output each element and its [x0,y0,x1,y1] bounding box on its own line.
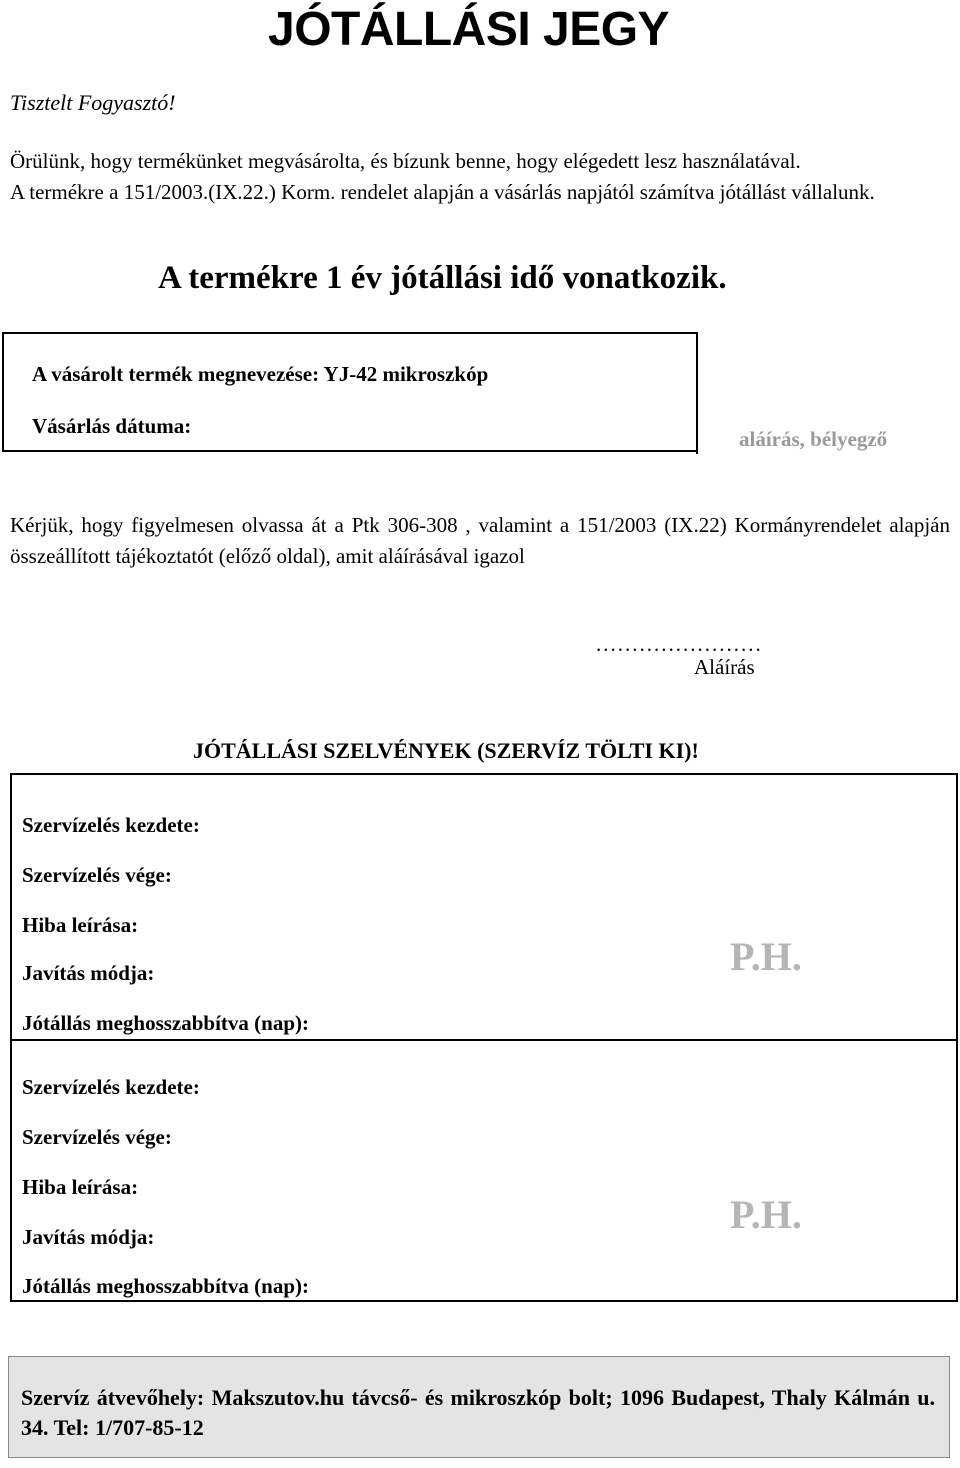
warranty-coupon [10,1039,958,1302]
service-point-text: Szervíz átvevőhely: Makszutov.hu távcső- és mikroszkóp bolt; 1096 Budapest, Thaly Kálmán u. 34. Tel: 1/707-85-12 [21,1385,935,1440]
fault-description-label: Hiba leírása: [22,1175,139,1199]
service-start-label: Szervízelés kezdete: [22,1075,200,1099]
intro-line-2: A termékre a 151/2003.(IX.22.) Korm. rendelet alapján a vásárlás napjától számítva jótállást vállalunk. [10,180,875,204]
stamp-placeholder: P.H. [730,1192,802,1237]
signature-stamp-label: aláírás, bélyegző [739,427,888,451]
repair-method-label: Javítás módja: [22,1225,155,1249]
service-end-label: Szervízelés vége: [22,1125,172,1149]
service-start-label: Szervízelés kezdete: [22,813,200,837]
service-point-box [8,1356,950,1458]
purchase-info-box [2,332,698,452]
intro-paragraph [10,146,950,208]
product-name: A vásárolt termék megnevezése: YJ-42 mikroszkóp [32,362,489,386]
notice-text: Kérjük, hogy figyelmesen olvassa át a Ptk 306-308 , valamint a 151/2003 (IX.22) Kormányrendelet alapján összeállított tájékoztatót (előző oldal), amit aláírásával igazol [10,513,950,568]
service-end-label: Szervízelés vége: [22,863,172,887]
notice-paragraph [10,510,950,572]
purchase-box-divider [696,332,698,454]
warranty-period: A termékre 1 év jótállási idő vonatkozik. [158,260,727,296]
coupons-title: JÓTÁLLÁSI SZELVÉNYEK (SZERVÍZ TÖLTI KI)! [193,738,699,763]
warranty-extension-label: Jótállás meghosszabbítva (nap): [22,1011,310,1035]
purchase-date-label: Vásárlás dátuma: [32,414,192,438]
document-title: JÓTÁLLÁSI JEGY [268,3,670,56]
greeting: Tisztelt Fogyasztó! [10,90,176,115]
stamp-placeholder: P.H. [730,934,802,979]
warranty-extension-label: Jótállás meghosszabbítva (nap): [22,1274,310,1298]
signature-label: Aláírás [694,655,755,679]
warranty-coupon [10,773,958,1041]
intro-line-1: Örülünk, hogy termékünket megvásárolta, és bízunk benne, hogy elégedett lesz használatával. [10,149,801,173]
repair-method-label: Javítás módja: [22,961,155,985]
fault-description-label: Hiba leírása: [22,913,139,937]
signature-line: ....................... [596,632,763,656]
